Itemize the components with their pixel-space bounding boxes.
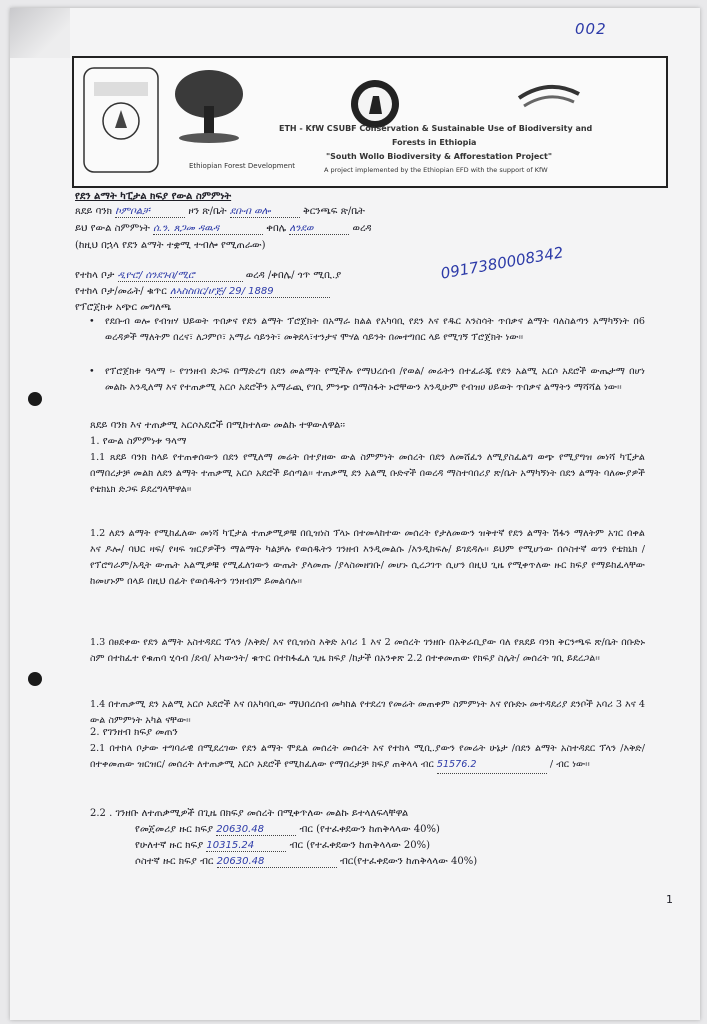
plot-label: የተከላ ቦታ/መሬት/ ቁጥር	[75, 286, 167, 297]
total-amount: 51576.2	[436, 759, 477, 770]
payment-2-label: የሁለተኛ ዙር ክፍያ	[135, 840, 204, 851]
section-summary-label: የፕሮጀክቱ አጭር መግለጫ	[75, 302, 172, 313]
kebele-label: ቀበሌ	[266, 223, 287, 234]
payment-1-value: 20630.48	[216, 824, 264, 835]
payment-1	[135, 824, 440, 836]
handwritten-phone: 0917380008342	[439, 243, 565, 283]
header-line-3: "South Wollo Biodiversity & Afforestation Project"	[326, 152, 552, 161]
payment-2-value: 10315.24	[206, 840, 255, 851]
ethiopia-emblem	[349, 78, 401, 130]
branch-label: ቅርንጫፍ ጽ/ቤት	[302, 206, 365, 217]
woreda-label: ወረዳ	[352, 223, 372, 234]
bank-value: ኮምቦልቻ	[115, 206, 150, 217]
payment-3	[135, 856, 477, 868]
payment-3-label: ሶስተኛ ዙር ክፍያ ብር	[135, 856, 214, 867]
document-page	[10, 8, 700, 1020]
kebele-value: ለንደወ	[289, 223, 314, 234]
tree-caption: Ethiopian Forest Development	[189, 162, 296, 170]
site-suffix: ወረዳ /ቀበሌ/ ጎጥ ሚቢ.ያ	[245, 270, 342, 281]
kebele-blank	[289, 223, 349, 235]
page-number: 1	[666, 893, 673, 906]
tree-logo	[169, 66, 249, 146]
payment-1-label: የመጀመሪያ ዙር ክፍያ	[135, 824, 214, 835]
zone-label: ዞን ጽ/ቤት	[188, 206, 227, 217]
punch-hole-icon	[28, 392, 42, 406]
zone-value: ደቡብ ወሎ	[229, 206, 271, 217]
para-2-1-text: 2.1 በተከላ ቦታው ተግባራዊ በሚደረገው የደን ልማት ሞዴል መሰረት መሰረት እና የተከላ ሚቢ.ያውን የመሬት ሁኔታ /በደን ልማት አስተዳደር ፕላን /እቅድ/ በተቀመጠው ዝርዝር/ መሰረት ለተጠቃሚ አርሶ አደሮች የሚከፈለው የማበረታቻ ክፍያ ጠቅላላ ብር	[90, 743, 645, 770]
payment-3-suffix: ብር(የተፈቀደውን ከጠቅላላው 40%)	[339, 856, 478, 867]
agreement-value: ሰ.ን. ጸጋመ ዳዉዳ	[153, 223, 220, 234]
site-row	[75, 270, 341, 282]
site-label: የተከላ ቦታ	[75, 270, 115, 281]
site-value: ዲዮሮ/ ሰንደጉበ/ሚሮ	[117, 270, 195, 281]
field-row-3: (ከዚህ በኋላ የደን ልማት ተቋሚ ተብሎ የሚጠራው)	[75, 240, 266, 251]
para-2-1-end: ነው፡፡	[572, 759, 590, 770]
para-1-3: 1.3 በፀደቀው የደን ልማት አስተዳደር ፕላን /እቅድ/ እና የቢዝነስ እቅድ አባሪ 1 እና 2 መሰረት ገንዘቡ በአቅራቢያው ባለ የጸደይ ባንክ ቅርንጫፍ ጽ/ቤት በቡድኑ ስም በተከፈተ የቁጠባ ሂሳብ /ደብ/ አካውንት/ ቁጥር በተከፋፈለ ጊዜ ክፍያ /ከታች በአንቀጽ 2.2 በተቀመጠው የክፍያ ስሌት/ መሰረት ገቢ ይደረጋል፡፡	[90, 637, 645, 664]
total-amount-blank	[437, 757, 547, 774]
site-blank	[118, 270, 243, 282]
payment-1-suffix: ብር (የተፈቀደውን ከጠቅላላው 40%)	[299, 824, 440, 835]
kfw-logo	[514, 76, 584, 116]
zone-blank	[230, 206, 300, 218]
folded-corner	[10, 8, 70, 58]
bank-blank	[115, 206, 185, 218]
payment-1-blank	[216, 824, 296, 836]
bank-label: ጸደይ ባንክ	[75, 206, 113, 217]
payment-2-suffix: ብር (የተፈቀደውን ከጠቅላላው 20%)	[289, 840, 431, 851]
para-2-1-suffix: / ብር	[549, 759, 570, 770]
header-line-2: Forests in Ethiopia	[392, 138, 477, 147]
para-1-4: 1.4 በተጠቃሚ ደን አልሚ አርሶ አደሮች እና በአካባቢው ማህበረሰብ መካከል የተደረገ የመሬት መጠቀም ስምምነት እና የቡድኑ መተዳደሪያ ደንቦች አባሪ 3 እና 4 ውል ስምምነት አካል ናቸው፡፡	[90, 699, 645, 726]
agreement-label: ይህ የውል ስምምነት	[75, 223, 150, 234]
para-1-1: 1.1 ጸደይ ባንክ ከላይ የተጠቀሰውን በደን የሚለማ መሬት በተያዘው ውል ስምምነት መሰረት በደን ለመሸፈን ለሚያስፈልግ ወጭ የሚያግዝ መነሻ ካፒታል በማበረታቻ መልክ ለደን ልማት ተጠቃሚ አርሶ አደሮች ይሰጣል፡፡ ተጠቃሚ ደን አልሚ ቡድኖች በወረዳ ማስተባበሪያ ጽ/ቤት አማካኝነት በደን ልማት ባለሙያዎች የቴክኒክ ድጋፍ ይደረግላቸዋል፡፡	[90, 452, 645, 495]
agreement-blank	[153, 223, 263, 235]
bullet-dot: •	[89, 316, 95, 327]
header-line-4: A project implemented by the Ethiopian EFD with the support of KfW	[324, 166, 548, 174]
bullet-2	[89, 364, 645, 396]
section-2-heading: 2. የገንዘብ ክፍያ መጠን	[90, 727, 178, 738]
para-2-1	[90, 741, 645, 774]
payment-3-blank	[217, 856, 337, 868]
doc-title: የደን ልማት ካፒታል ክፍያ የውል ስምምነት	[75, 191, 232, 202]
gtz-logo	[82, 66, 160, 174]
para-1-2: 1.2 ለደን ልማት የሚከፈለው መነሻ ካፒታል ተጠቃሚዎቹ በቢዝነስ ፕላኑ በተመላከተው መሰረት የታለመውን ዝቅተኛ የደን ልማት ሽፋን ማለትም አገር በቀል እና ዶሎ/ ባህር ዛፍ/ የዛፍ ዝርያዎችን ማልማት ካልቻሉ የወሰዱትን ገንዘብ እንዲመልሱ /እንዲከፍሉ/ ይገደዳሉ፡፡ ይህም የሚሆነው በሶስተኛ ወገን የቴክኒክ /የፕሮግራም/አዲት ውጤት አልሚዎቹ የሚፈለገውን ውጤት ያላመጡ /ያላስመዘገቡ/ መሆኑ ሲረጋገጥ ሲሆን በዚህ ጊዜ የሚቀጥለው ዙር ክፍያ የማይከፈላቸው ከመሆኑም በላይ በዚህ በፊት የወሰዱትን ገንዘብም ይመልሳሉ፡፡	[90, 528, 645, 587]
bullet-2-text: የፕሮጀክቱ ዓላማ ፡- የገንዘብ ድጋፍ በማድረግ በደን መልማት የሚችሉ የማህረሰብ /የወል/ መሬትን በተፈራጁ የደን አልሚ አርሶ አደሮች ውጤታማ በሆነ መልኩ እንዲለማ እና የተጠቃሚ አርሶ አደሮችን አማራጪ የገቢ ምንጭ በማስፋት ኑሮቸውን እንዲሁም የብዝሀ ሀይወት ጥበቃና ልማትን ማሻሻል ነው፡፡	[105, 366, 645, 393]
bullet-1-text: የደቡብ ወሎ የብዝሃ ህይወት ጥበቃና የደን ልማት ፕሮጀክት በአማራ ክልል የአካባቢ የደን እና የዱር እንስሳት ጥበቃና ልማት ባለስልጣን አማካኝነት በ6 ወረዳዎች ማለትም በረና፣ ለጋምቦ፣ አማራ ሳይንት፣ መቅደላ፣ተንታና ሞሃል ሳይንት በመተግበር ላይ የሚገኝ ፕሮጀክት ነው፡፡	[105, 316, 645, 343]
payment-2-blank	[206, 840, 286, 852]
plot-row	[75, 286, 330, 298]
handwritten-page-mark: 002	[575, 20, 607, 38]
payment-3-value: 20630.48	[216, 856, 265, 867]
section-1-heading: 1. የውል ስምምነቱ ዓላማ	[90, 436, 187, 447]
punch-hole-icon	[28, 672, 42, 686]
payment-2	[135, 840, 430, 852]
header-line-1: ETH - KfW CSUBF Conservation & Sustainable Use of Biodiversity and	[279, 124, 593, 133]
field-row-1	[75, 206, 365, 218]
field-row-2	[75, 223, 372, 235]
project-header	[72, 56, 668, 188]
para-2-2: 2.2 . ገንዘቡ ለተጠቃሚዎች በጊዜ በክፍያ መሰረት በሚቀጥለው መልኩ ይተላለፍላቸዋል	[90, 808, 409, 819]
intro-line: ጸደይ ባንክ እና ተጠቃሚ አርሶአደሮች በሚከተለው መልኩ ተዋውለዋል፡፡	[90, 420, 346, 431]
plot-value: ለኣስስበር/ሆጅ/ 29/ 1889	[169, 286, 274, 297]
plot-blank	[170, 286, 330, 298]
bullet-dot: •	[89, 366, 95, 377]
bullet-1	[89, 314, 645, 346]
